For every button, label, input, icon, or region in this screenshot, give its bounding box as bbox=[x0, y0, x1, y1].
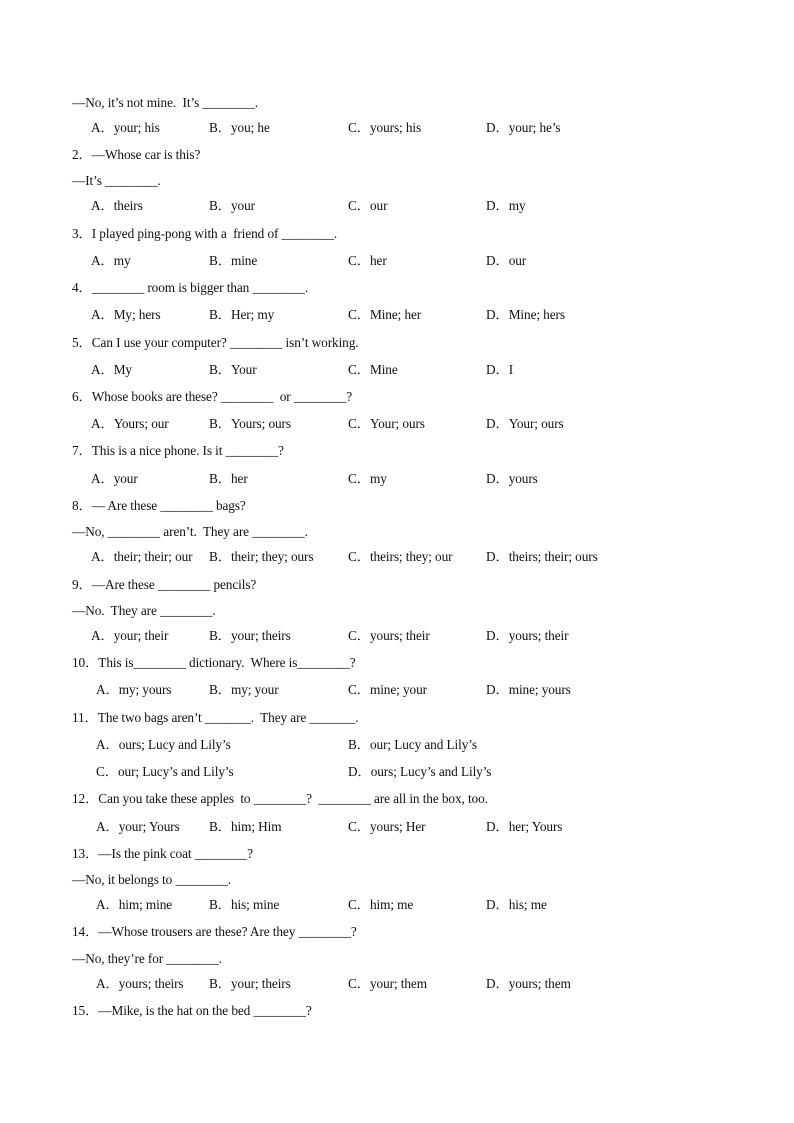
q11-option-c: C．our; Lucy’s and Lily’s bbox=[96, 764, 234, 779]
question-7: 7．This is a nice phone. Is it ________? bbox=[72, 443, 284, 458]
q3-option-a: A．my bbox=[91, 253, 131, 268]
q2-option-c: C．our bbox=[348, 198, 388, 213]
q12-option-b: B．him; Him bbox=[209, 819, 282, 834]
q7-option-b: B．her bbox=[209, 471, 248, 486]
question-2: 2．—Whose car is this? bbox=[72, 147, 201, 162]
question-6: 6．Whose books are these? ________ or ________? bbox=[72, 389, 353, 404]
question-14-reply: —No, they’re for ________. bbox=[72, 951, 222, 966]
question-14: 14．—Whose trousers are these? Are they ________? bbox=[72, 924, 357, 939]
q4-option-c: C．Mine; her bbox=[348, 307, 422, 322]
q7-option-d: D．yours bbox=[486, 471, 538, 486]
question-1-reply: —No, it’s not mine. It’s ________. bbox=[72, 95, 258, 110]
q9-option-b: B．your; theirs bbox=[209, 628, 291, 643]
question-9: 9．—Are these ________ pencils? bbox=[72, 577, 257, 592]
q12-option-a: A．your; Yours bbox=[96, 819, 180, 834]
q13-option-c: C．him; me bbox=[348, 897, 414, 912]
q3-option-d: D．our bbox=[486, 253, 527, 268]
q1-option-c: C．yours; his bbox=[348, 120, 422, 135]
q10-option-b: B．my; your bbox=[209, 682, 279, 697]
q14-option-d: D．yours; them bbox=[486, 976, 571, 991]
q8-option-d: D．theirs; their; ours bbox=[486, 549, 598, 564]
q14-option-c: C．your; them bbox=[348, 976, 427, 991]
question-8: 8．— Are these ________ bags? bbox=[72, 498, 246, 513]
q1-option-a: A．your; his bbox=[91, 120, 160, 135]
q1-option-b: B．you; he bbox=[209, 120, 270, 135]
q4-option-b: B．Her; my bbox=[209, 307, 275, 322]
question-13-reply: —No, it belongs to ________. bbox=[72, 872, 231, 887]
question-3: 3．I played ping-pong with a friend of ________. bbox=[72, 226, 338, 241]
q8-option-c: C．theirs; they; our bbox=[348, 549, 453, 564]
q8-option-b: B．their; they; ours bbox=[209, 549, 314, 564]
question-11: 11．The two bags aren’t _______. They are _______. bbox=[72, 710, 359, 725]
q2-option-b: B．your bbox=[209, 198, 255, 213]
question-12: 12．Can you take these apples to ________? ________ are all in the box, too. bbox=[72, 791, 488, 806]
q11-option-a: A．ours; Lucy and Lily’s bbox=[96, 737, 231, 752]
q2-option-a: A．theirs bbox=[91, 198, 143, 213]
question-10: 10．This is________ dictionary. Where is________? bbox=[72, 655, 356, 670]
q14-option-a: A．yours; theirs bbox=[96, 976, 184, 991]
question-9-reply: —No. They are ________. bbox=[72, 603, 216, 618]
q12-option-c: C．yours; Her bbox=[348, 819, 426, 834]
q11-option-d: D．ours; Lucy’s and Lily’s bbox=[348, 764, 492, 779]
question-8-reply: —No, ________ aren’t. They are ________. bbox=[72, 524, 308, 539]
q5-option-d: D．I bbox=[486, 362, 514, 377]
q5-option-c: C．Mine bbox=[348, 362, 398, 377]
q13-option-b: B．his; mine bbox=[209, 897, 280, 912]
q5-option-a: A．My bbox=[91, 362, 132, 377]
q6-option-d: D．Your; ours bbox=[486, 416, 564, 431]
q9-option-a: A．your; their bbox=[91, 628, 169, 643]
q10-option-a: A．my; yours bbox=[96, 682, 172, 697]
q3-option-b: B．mine bbox=[209, 253, 258, 268]
q6-option-a: A．Yours; our bbox=[91, 416, 169, 431]
q4-option-a: A．My; hers bbox=[91, 307, 161, 322]
q1-option-d: D．your; he’s bbox=[486, 120, 561, 135]
question-15: 15．—Mike, is the hat on the bed ________? bbox=[72, 1003, 312, 1018]
q6-option-c: C．Your; ours bbox=[348, 416, 425, 431]
q5-option-b: B．Your bbox=[209, 362, 257, 377]
q7-option-c: C．my bbox=[348, 471, 387, 486]
q2-option-d: D．my bbox=[486, 198, 526, 213]
q7-option-a: A．your bbox=[91, 471, 138, 486]
q14-option-b: B．your; theirs bbox=[209, 976, 291, 991]
q13-option-d: D．his; me bbox=[486, 897, 547, 912]
q8-option-a: A．their; their; our bbox=[91, 549, 193, 564]
q9-option-d: D．yours; their bbox=[486, 628, 569, 643]
q4-option-d: D．Mine; hers bbox=[486, 307, 565, 322]
question-13: 13．—Is the pink coat ________? bbox=[72, 846, 253, 861]
question-4: 4．________ room is bigger than ________. bbox=[72, 280, 309, 295]
q13-option-a: A．him; mine bbox=[96, 897, 173, 912]
q3-option-c: C．her bbox=[348, 253, 387, 268]
q11-option-b: B．our; Lucy and Lily’s bbox=[348, 737, 477, 752]
question-2-reply: —It’s ________. bbox=[72, 173, 161, 188]
q6-option-b: B．Yours; ours bbox=[209, 416, 291, 431]
q12-option-d: D．her; Yours bbox=[486, 819, 563, 834]
q9-option-c: C．yours; their bbox=[348, 628, 430, 643]
question-5: 5．Can I use your computer? ________ isn’t working. bbox=[72, 335, 359, 350]
q10-option-d: D．mine; yours bbox=[486, 682, 571, 697]
q10-option-c: C．mine; your bbox=[348, 682, 427, 697]
